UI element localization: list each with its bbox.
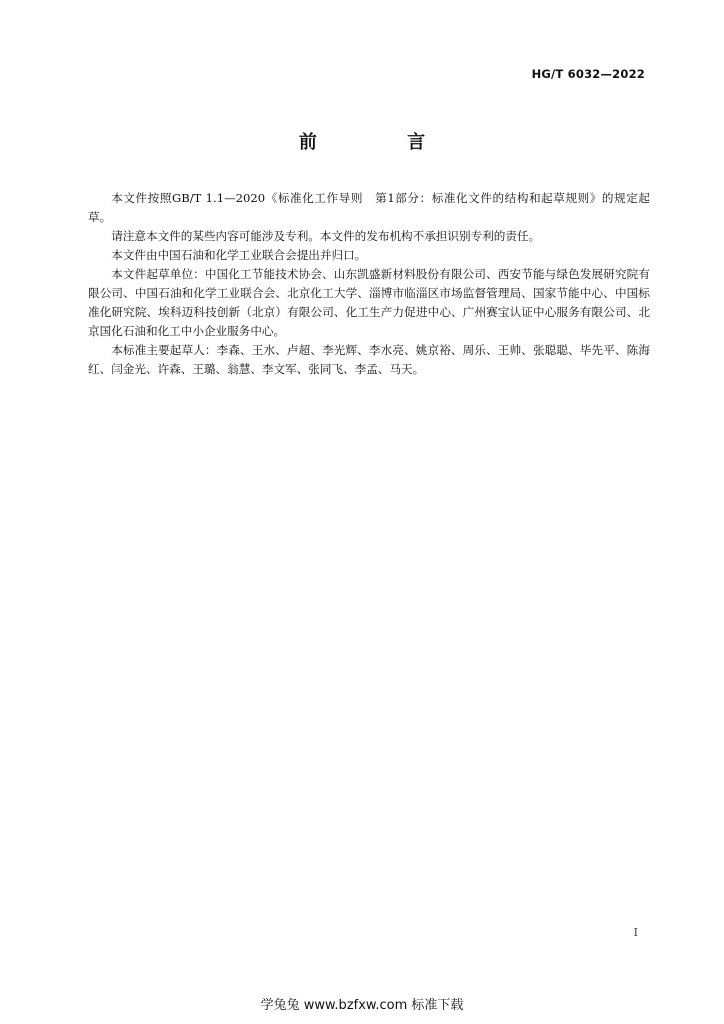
footer-watermark-text: 学兔兔 www.bzfxw.com 标准下载 xyxy=(260,998,464,1013)
page-title: 前 言 xyxy=(298,132,468,153)
paragraph-proposer: 本文件由中国石油和化学工业联合会提出并归口。 xyxy=(111,248,367,262)
paragraph-patent-notice: 请注意本文件的某些内容可能涉及专利。本文件的发布机构不承担识别专利的责任。 xyxy=(111,229,541,243)
document-code: HG/T 6032—2022 xyxy=(531,67,645,81)
paragraph-drafting-rules: 本文件按照GB/T 1.1—2020《标准化工作导则 第1部分：标准化文件的结构和起草规则》的规定起草。 xyxy=(88,191,650,224)
page-number: I xyxy=(633,926,638,939)
paragraph-drafters: 本标准主要起草人：李森、王水、卢超、李光辉、李水亮、姚京裕、周乐、王帅、张聪聪、毕先平、陈海红、闫金光、许森、王璐、翁慧、李文军、张同飞、李孟、马天。 xyxy=(88,343,650,376)
paragraph-drafting-units: 本文件起草单位：中国化工节能技术协会、山东凯盛新材料股份有限公司、西安节能与绿色发展研究院有限公司、中国石油和化学工业联合会、北京化工大学、淄博市临淄区市场监督管理局、国家节能中心、中国标准化研究院、埃科迈科技创新（北京）有限公司、化工生产力促进中心、广州赛宝认证中心服务有限公司、北京国化石油和化工中小企业服务中心。 xyxy=(88,267,650,338)
foreword-body xyxy=(88,189,650,379)
